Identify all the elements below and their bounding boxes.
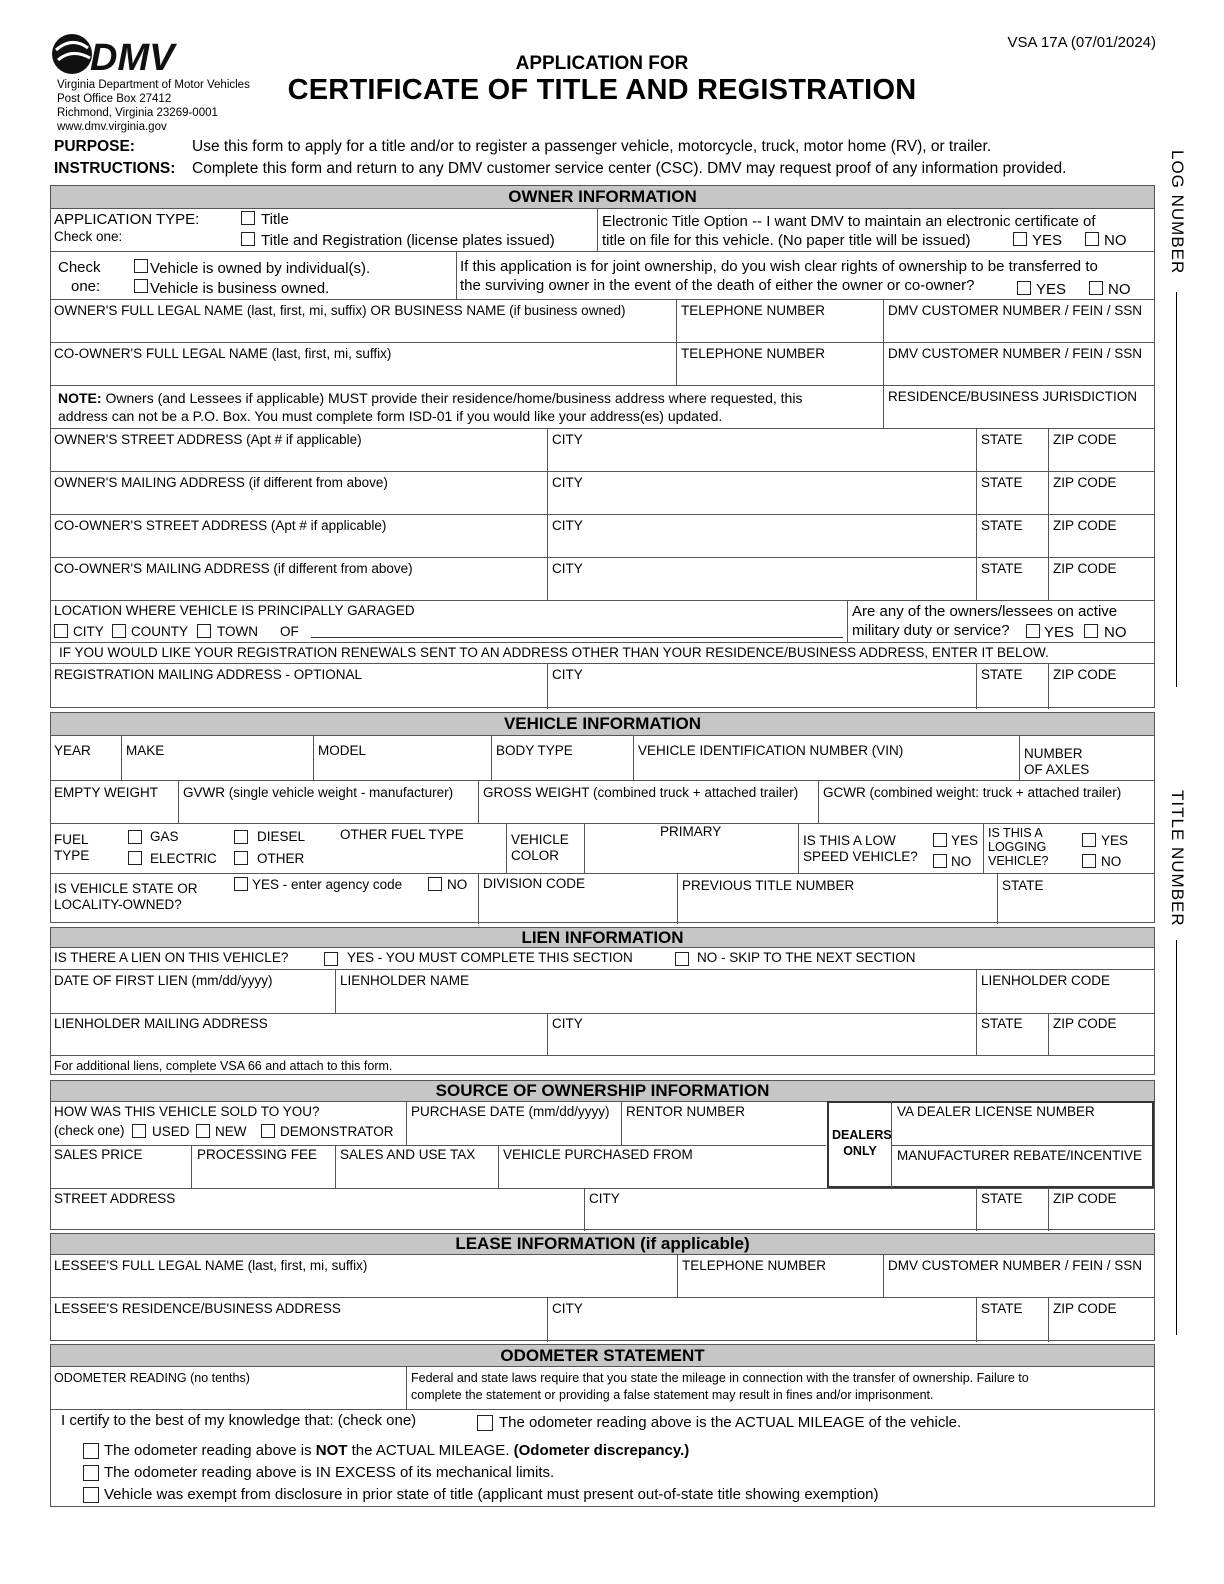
form-title: CERTIFICATE OF TITLE AND REGISTRATION <box>287 74 917 106</box>
title-number-label: TITLE NUMBER <box>1168 790 1187 927</box>
lessee-telephone-field[interactable]: TELEPHONE NUMBER <box>682 1258 827 1273</box>
military-yes-checkbox[interactable] <box>1026 624 1040 638</box>
odometer-actual-checkbox[interactable] <box>477 1415 493 1431</box>
log-number-line <box>1176 292 1177 687</box>
joint-no-checkbox[interactable] <box>1089 281 1103 295</box>
owner-mailing-field[interactable]: OWNER'S MAILING ADDRESS (if different from above) <box>54 475 388 490</box>
vehicle-color-label: VEHICLE COLOR <box>511 832 569 863</box>
state-owned-no-checkbox[interactable] <box>428 877 442 891</box>
fuel-diesel-checkbox[interactable] <box>234 830 248 844</box>
body-type-field[interactable]: BODY TYPE <box>496 743 573 758</box>
form-subtitle: APPLICATION FOR <box>515 53 689 74</box>
etitle-no-checkbox[interactable] <box>1085 232 1099 246</box>
owner-heading: OWNER INFORMATION <box>51 186 1154 209</box>
purchase-date-field[interactable]: PURCHASE DATE (mm/dd/yyyy) <box>411 1104 610 1119</box>
purchased-from-field[interactable]: VEHICLE PURCHASED FROM <box>503 1147 693 1162</box>
odometer-exempt-checkbox[interactable] <box>83 1487 99 1503</box>
gross-weight-field[interactable]: GROSS WEIGHT (combined truck + attached trailer) <box>483 785 799 800</box>
division-code-field[interactable]: DIVISION CODE <box>483 876 586 891</box>
vehicle-section: VEHICLE INFORMATION YEAR MAKE MODEL BODY TYPE VEHICLE IDENTIFICATION NUMBER (VIN) NUMBER OF AXLES EMPTY WEIGHT GVWR (single vehicle weight - manufacturer) GROSS WEIGHT (combined truck + attached trailer) GCWR (combined weight: truck + attached trailer) FUEL TYPE GAS ELECTRIC DIESEL OTHER OTHER FUEL TYPE VEHICLE COLOR PRIMARY IS THIS A LOW SPEED VEHICLE? YES NO IS THIS A LOGGING VEHICLE? YES NO IS VEHICLE STATE OR LOCALITY-OWNED? YES - enter agency code NO DIVISION CODE PREVIOUS TITLE NUMBER STATE <box>50 712 1155 923</box>
lien-yes-checkbox[interactable] <box>324 952 338 966</box>
fuel-gas-checkbox[interactable] <box>128 830 142 844</box>
agency-address: Virginia Department of Motor Vehicles Post Office Box 27412 Richmond, Virginia 23269-0001 www.dmv.virginia.gov <box>57 79 250 133</box>
garaged-city-checkbox[interactable] <box>54 624 68 638</box>
low-speed-yes-checkbox[interactable] <box>933 833 947 847</box>
lien-section: LIEN INFORMATION IS THERE A LIEN ON THIS VEHICLE? YES - YOU MUST COMPLETE THIS SECTION NO - SKIP TO THE NEXT SECTION DATE OF FIRST LIEN (mm/dd/yyyy) LIENHOLDER NAME LIENHOLDER CODE LIENHOLDER MAILING ADDRESS CITY STATE ZIP CODE For additional liens, complete VSA 66 and attach to this form. <box>50 927 1155 1075</box>
purpose-block: PURPOSE: Use this form to apply for a title and/or to register a passenger vehicle, motorcycle, truck, motor home (RV), or trailer. INSTRUCTIONS: Complete this form and return to any DMV customer service center (CSC). DMV may request proof of any information provided. <box>54 138 1067 177</box>
business-owned-checkbox[interactable] <box>134 279 148 293</box>
lienholder-mailing-field[interactable]: LIENHOLDER MAILING ADDRESS <box>54 1016 268 1031</box>
source-section: SOURCE OF OWNERSHIP INFORMATION HOW WAS THIS VEHICLE SOLD TO YOU? (check one) USED NEW DEMONSTRATOR PURCHASE DATE (mm/dd/yyyy) RENTOR NUMBER DEALERS ONLY VA DEALER LICENSE NUMBER MANUFACTURER REBATE/INCENTIVE SALES PRICE PROCESSING FEE SALES AND USE TAX VEHICLE PURCHASED FROM STREET ADDRESS CITY STATE ZIP CODE <box>50 1080 1155 1230</box>
garaged-town-checkbox[interactable] <box>197 624 211 638</box>
seller-street-field[interactable]: STREET ADDRESS <box>54 1191 176 1206</box>
owner-name-field[interactable]: OWNER'S FULL LEGAL NAME (last, first, mi, suffix) OR BUSINESS NAME (if business owned) <box>54 303 626 318</box>
other-fuel-field[interactable]: OTHER FUEL TYPE <box>340 827 464 842</box>
lease-section: LEASE INFORMATION (if applicable) LESSEE'S FULL LEGAL NAME (last, first, mi, suffix) TELEPHONE NUMBER DMV CUSTOMER NUMBER / FEIN / SSN LESSEE'S RESIDENCE/BUSINESS ADDRESS CITY STATE ZIP CODE <box>50 1233 1155 1341</box>
garaged-location-input[interactable] <box>311 637 843 638</box>
dealer-license-field[interactable]: VA DEALER LICENSE NUMBER <box>897 1104 1095 1119</box>
owner-customer-number-field[interactable]: DMV CUSTOMER NUMBER / FEIN / SSN <box>888 303 1143 318</box>
sold-used-checkbox[interactable] <box>132 1124 146 1138</box>
lessee-name-field[interactable]: LESSEE'S FULL LEGAL NAME (last, first, mi, suffix) <box>54 1258 368 1273</box>
model-field[interactable]: MODEL <box>318 743 367 758</box>
title-registration-checkbox[interactable] <box>241 232 255 246</box>
log-number-label: LOG NUMBER <box>1168 150 1187 275</box>
fuel-other-checkbox[interactable] <box>234 851 248 865</box>
additional-liens-note: For additional liens, complete VSA 66 and attach to this form. <box>54 1059 393 1073</box>
form-number: VSA 17A (07/01/2024) <box>1007 34 1156 51</box>
lienholder-name-field[interactable]: LIENHOLDER NAME <box>340 973 470 988</box>
vehicle-heading: VEHICLE INFORMATION <box>51 713 1154 736</box>
lessee-customer-number-field[interactable]: DMV CUSTOMER NUMBER / FEIN / SSN <box>888 1258 1143 1273</box>
empty-weight-field[interactable]: EMPTY WEIGHT <box>54 785 159 800</box>
sales-price-field[interactable]: SALES PRICE <box>54 1147 143 1162</box>
lease-heading: LEASE INFORMATION (if applicable) <box>51 1234 1154 1255</box>
coowner-customer-number-field[interactable]: DMV CUSTOMER NUMBER / FEIN / SSN <box>888 346 1143 361</box>
joint-yes-checkbox[interactable] <box>1017 281 1031 295</box>
sold-new-checkbox[interactable] <box>196 1124 210 1138</box>
make-field[interactable]: MAKE <box>126 743 165 758</box>
odometer-section: ODOMETER STATEMENT ODOMETER READING (no tenths) Federal and state laws require that you state the mileage in connection with the transfer of ownership. Failure to complete the statement or providing a false statement may result in fines and/or imprisonment. I certify to the best of my knowledge that: (check one) The odometer reading above is the ACTUAL MILEAGE of the vehicle. The odometer reading above is NOT the ACTUAL MILEAGE. (Odometer discrepancy.) The odometer reading above is IN EXCESS of its mechanical limits. Vehicle was exempt from disclosure in prior state of title (applicant must present out-of-state title showing exemption) <box>50 1344 1155 1507</box>
lien-heading: LIEN INFORMATION <box>51 928 1154 948</box>
garaged-county-checkbox[interactable] <box>112 624 126 638</box>
lienholder-code-field[interactable]: LIENHOLDER CODE <box>981 973 1111 988</box>
logo-text: DMV <box>90 37 175 78</box>
owner-street-field[interactable]: OWNER'S STREET ADDRESS (Apt # if applicable) <box>54 432 362 447</box>
year-field[interactable]: YEAR <box>54 743 91 758</box>
renewal-note: IF YOU WOULD LIKE YOUR REGISTRATION RENEWALS SENT TO AN ADDRESS OTHER THAN YOUR RESIDENCE/BUSINESS ADDRESS, ENTER IT BELOW. <box>59 645 1049 660</box>
lessee-address-field[interactable]: LESSEE'S RESIDENCE/BUSINESS ADDRESS <box>54 1301 341 1316</box>
coowner-name-field[interactable]: CO-OWNER'S FULL LEGAL NAME (last, first, mi, suffix) <box>54 346 392 361</box>
odometer-not-actual-checkbox[interactable] <box>83 1443 99 1459</box>
title-number-line <box>1176 940 1177 1335</box>
logging-no-checkbox[interactable] <box>1082 854 1096 868</box>
etitle-yes-checkbox[interactable] <box>1013 232 1027 246</box>
lien-date-field[interactable]: DATE OF FIRST LIEN (mm/dd/yyyy) <box>54 973 273 988</box>
rebate-field[interactable]: MANUFACTURER REBATE/INCENTIVE <box>897 1148 1143 1163</box>
previous-title-state-field[interactable]: STATE <box>1002 878 1044 893</box>
gcwr-field[interactable]: GCWR (combined weight: truck + attached trailer) <box>823 785 1122 800</box>
rentor-number-field[interactable]: RENTOR NUMBER <box>626 1104 746 1119</box>
fuel-electric-checkbox[interactable] <box>128 851 142 865</box>
gvwr-field[interactable]: GVWR (single vehicle weight - manufacturer) <box>183 785 454 800</box>
title-checkbox[interactable] <box>241 211 255 225</box>
source-heading: SOURCE OF OWNERSHIP INFORMATION <box>51 1081 1154 1102</box>
sold-demonstrator-checkbox[interactable] <box>261 1124 275 1138</box>
axles-field[interactable]: NUMBER OF AXLES <box>1024 746 1090 777</box>
individual-owned-checkbox[interactable] <box>134 259 148 273</box>
previous-title-field[interactable]: PREVIOUS TITLE NUMBER <box>682 878 855 893</box>
low-speed-no-checkbox[interactable] <box>933 854 947 868</box>
owner-telephone-field[interactable]: TELEPHONE NUMBER <box>681 303 826 318</box>
jurisdiction-field[interactable]: RESIDENCE/BUSINESS JURISDICTION <box>888 389 1138 404</box>
coowner-street-field[interactable]: CO-OWNER'S STREET ADDRESS (Apt # if applicable) <box>54 518 387 533</box>
logging-yes-checkbox[interactable] <box>1082 833 1096 847</box>
odometer-excess-checkbox[interactable] <box>83 1465 99 1481</box>
owner-section: OWNER INFORMATION APPLICATION TYPE: Check one: Title Title and Registration (license plates issued) Electronic Title Option -- I want DMV to maintain an electronic certificate of title on file for this vehicle. (No paper title will be issued) YES NO Check one: Vehicle is owned by individual(s). Vehicle is business owned. If this application is for joint ownership, do you wish clear rights of ownership to be transferred to the surviving owner in the event of the death of either the owner or co-owner? YES NO OWNER'S FULL LEGAL NAME (last, first, mi, suffix) OR BUSINESS NAME (if business owned) TELEPHONE NUMBER DMV CUSTOMER NUMBER / FEIN / SSN CO-OWNER'S FULL LEGAL NAME (last, first, mi, suffix) TELEPHONE NUMBER DMV CUSTOMER NUMBER / FEIN / SSN NOTE: Owners (and Lessees if applicable) MUST provide their residence/home/business address where requested, this address can not be a P.O. Box. You must complete form ISD-01 if you would like your address(es) updated. RESIDENCE/BUSINESS JURISDICTION OWNER'S STREET ADDRESS (Apt # if applicable) CITY STATE ZIP CODE OWNER'S MAILING ADDRESS (if different from above) CITY STATE ZIP CODE CO-OWNER'S STREET ADDRESS (Apt # if applicable) CITY STATE ZIP CODE CO-OWNER'S MAILING ADDRESS (if different from above) CITY STATE ZIP CODE LOCATION WHERE VEHICLE IS PRINCIPALLY GARAGED CITY COUNTY TOWN OF Are any of the owners/lessees on active military duty or service? YES NO IF YOU WOULD LIKE YOUR REGISTRATION RENEWALS SENT TO AN ADDRESS OTHER THAN YOUR RESIDENCE/BUSINESS ADDRESS, ENTER IT BELOW. REGISTRATION MAILING ADDRESS - OPTIONAL CITY STATE ZIP CODE <box>50 185 1155 708</box>
vin-field[interactable]: VEHICLE IDENTIFICATION NUMBER (VIN) <box>638 743 904 758</box>
odometer-reading-field[interactable]: ODOMETER READING (no tenths) <box>54 1371 250 1385</box>
sales-tax-field[interactable]: SALES AND USE TAX <box>340 1147 476 1162</box>
coowner-mailing-field[interactable]: CO-OWNER'S MAILING ADDRESS (if different from above) <box>54 561 413 576</box>
lien-no-checkbox[interactable] <box>675 952 689 966</box>
coowner-telephone-field[interactable]: TELEPHONE NUMBER <box>681 346 826 361</box>
military-no-checkbox[interactable] <box>1084 624 1098 638</box>
address-note: NOTE: Owners (and Lessees if applicable) MUST provide their residence/home/business address where requested, this <box>58 390 803 406</box>
state-owned-yes-checkbox[interactable] <box>234 877 248 891</box>
processing-fee-field[interactable]: PROCESSING FEE <box>197 1147 318 1162</box>
registration-mailing-field[interactable]: REGISTRATION MAILING ADDRESS - OPTIONAL <box>54 667 363 682</box>
odometer-heading: ODOMETER STATEMENT <box>51 1345 1154 1367</box>
primary-color-field[interactable]: PRIMARY <box>660 824 722 839</box>
